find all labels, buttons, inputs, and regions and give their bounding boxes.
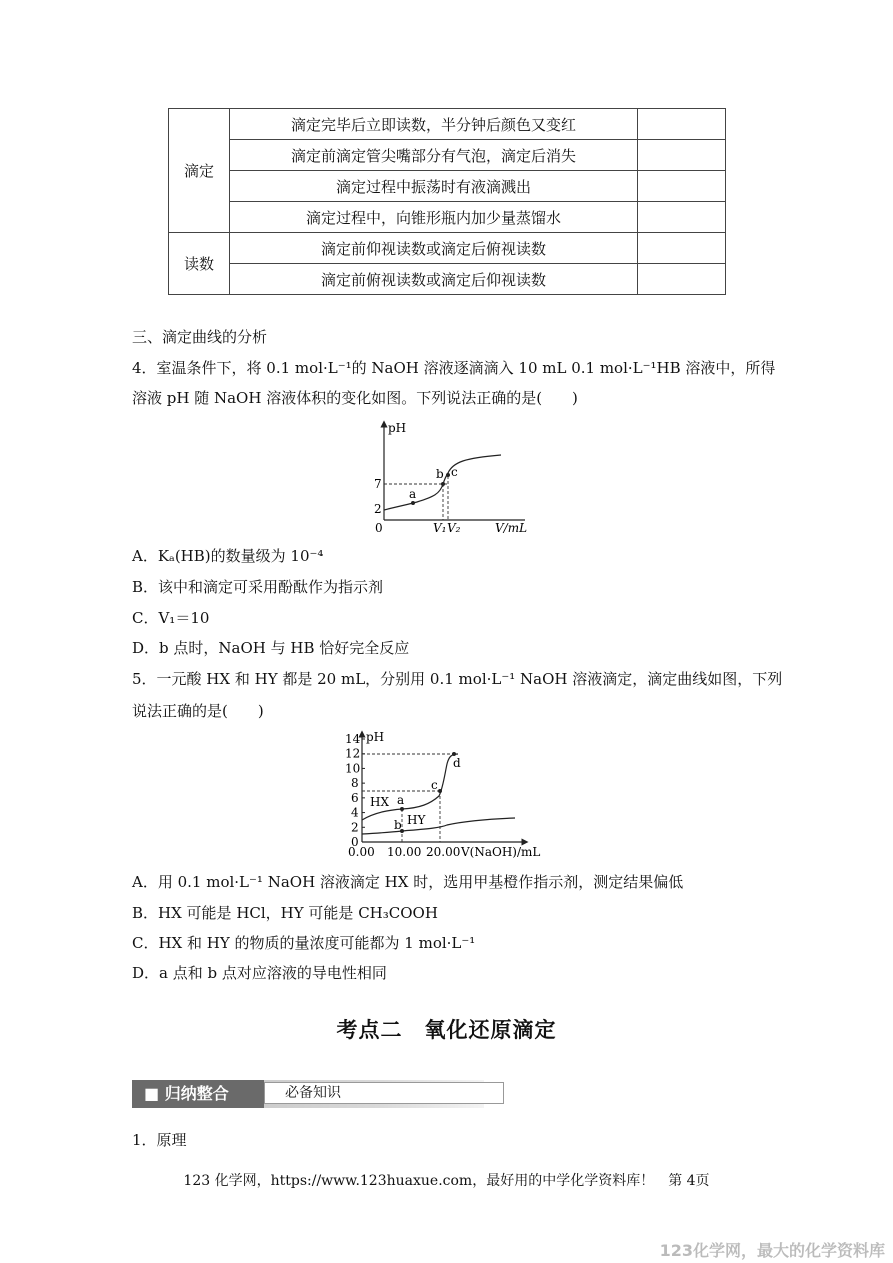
table-cell-result <box>638 264 726 295</box>
q5-option-d: D．a 点和 b 点对应溶液的导电性相同 <box>132 964 387 982</box>
y-tick-label: 10 <box>345 761 361 776</box>
point-b <box>441 482 445 486</box>
point-a <box>400 807 404 811</box>
category-titration: 滴定 <box>169 109 230 233</box>
q5-stem-line2: 说法正确的是( ) <box>132 702 264 720</box>
table-cell-item: 滴定前俯视读数或滴定后仰视读数 <box>230 264 638 295</box>
category-reading: 读数 <box>169 233 230 295</box>
watermark: 123化学网，最大的化学资料库 <box>659 1241 885 1260</box>
y-tick-label: 14 <box>345 732 361 746</box>
q4-stem-line1: 4．室温条件下，将 0.1 mol·L⁻¹的 NaOH 溶液逐滴滴入 10 mL 0.1 mol·L⁻¹HB 溶液中，所得 <box>132 359 776 377</box>
x-axis-label: V(NaOH)/mL <box>461 845 541 859</box>
hy-curve <box>362 818 515 834</box>
section-banner <box>132 1080 484 1108</box>
hx-curve <box>362 754 458 820</box>
table-cell-item: 滴定前滴定管尖嘴部分有气泡，滴定后消失 <box>230 140 638 171</box>
point-label: c <box>451 465 458 479</box>
x-tick-label: 0.00 <box>348 845 375 859</box>
series-label-hx: HX <box>370 795 390 809</box>
table-cell-item: 滴定过程中振荡时有液滴溅出 <box>230 171 638 202</box>
table-row <box>169 202 726 233</box>
q5-titration-chart <box>335 728 565 863</box>
error-analysis-table <box>168 108 726 295</box>
q5-option-a: A．用 0.1 mol·L⁻¹ NaOH 溶液滴定 HX 时，选用甲基橙作指示剂，测定结果偏低 <box>132 873 684 891</box>
x-tick-label: 20.00 <box>426 845 461 859</box>
page-footer: 123 化学网，https://www.123huaxue.com，最好用的中学化学资料库！ 第 4页 <box>183 1173 710 1189</box>
q5-stem-line1: 5．一元酸 HX 和 HY 都是 20 mL，分别用 0.1 mol·L⁻¹ NaOH 溶液滴定，滴定曲线如图，下列 <box>132 670 783 688</box>
origin-label: 0 <box>375 521 383 535</box>
q5-option-b: B．HX 可能是 HCl，HY 可能是 CH₃COOH <box>132 904 438 922</box>
table-cell-item: 滴定完毕后立即读数，半分钟后颜色又变红 <box>230 109 638 140</box>
table-cell-item: 滴定前仰视读数或滴定后俯视读数 <box>230 233 638 264</box>
table-cell-result <box>638 233 726 264</box>
y-axis-label: pH <box>366 730 385 744</box>
q5-option-c: C．HX 和 HY 的物质的量浓度可能都为 1 mol·L⁻¹ <box>132 934 476 952</box>
y-tick-label: 4 <box>351 805 359 820</box>
point-label: b <box>394 818 402 832</box>
table-cell-result <box>638 109 726 140</box>
banner-label-dark: ■ 归纳整合 <box>132 1080 264 1108</box>
section3-heading: 三、滴定曲线的分析 <box>132 328 268 346</box>
point-c <box>438 789 442 793</box>
y-tick-label: 7 <box>374 477 382 491</box>
banner-label-light: 必备知识 <box>264 1082 504 1104</box>
table-row <box>169 264 726 295</box>
point-a <box>411 501 415 505</box>
table-row <box>169 233 726 264</box>
y-tick-label: 12 <box>345 746 361 761</box>
point-c <box>446 473 450 477</box>
q4-stem-line2: 溶液 pH 随 NaOH 溶液体积的变化如图。下列说法正确的是( ) <box>132 389 578 407</box>
x-ticks <box>348 845 460 859</box>
y-axis-label: pH <box>388 421 407 435</box>
q4-option-a: A．Kₐ(HB)的数量级为 10⁻⁴ <box>132 547 324 565</box>
point-label: a <box>397 793 405 807</box>
x-axis-label: V/mL <box>495 521 528 535</box>
point-label: b <box>436 467 444 481</box>
x-tick-label: 10.00 <box>387 845 422 859</box>
table-row <box>169 171 726 202</box>
series-label-hy: HY <box>407 813 426 827</box>
q4-option-b: B．该中和滴定可采用酚酞作为指示剂 <box>132 578 384 596</box>
y-tick-label: 0 <box>351 835 359 849</box>
table-row <box>169 109 726 140</box>
table-cell-result <box>638 140 726 171</box>
q4-ph-chart <box>355 418 545 540</box>
table-cell-item: 滴定过程中，向锥形瓶内加少量蒸馏水 <box>230 202 638 233</box>
x-tick-label: V₂ <box>447 521 461 535</box>
table-cell-result <box>638 171 726 202</box>
point-label: c <box>431 778 438 792</box>
table-row <box>169 140 726 171</box>
q4-option-d: D．b 点时，NaOH 与 HB 恰好完全反应 <box>132 639 410 657</box>
x-tick-label: V₁ <box>433 521 447 535</box>
y-tick-label: 2 <box>374 502 382 516</box>
q4-option-c: C．V₁＝10 <box>132 609 210 627</box>
y-tick-label: 2 <box>351 820 359 835</box>
table-cell-result <box>638 202 726 233</box>
section-title: 考点二 氧化还原滴定 <box>336 1017 557 1042</box>
y-tick-label: 6 <box>351 790 359 805</box>
y-tick-label: 8 <box>351 776 359 791</box>
point-label: a <box>409 487 417 501</box>
principle-heading: 1．原理 <box>132 1131 187 1149</box>
point-label: d <box>453 756 461 770</box>
